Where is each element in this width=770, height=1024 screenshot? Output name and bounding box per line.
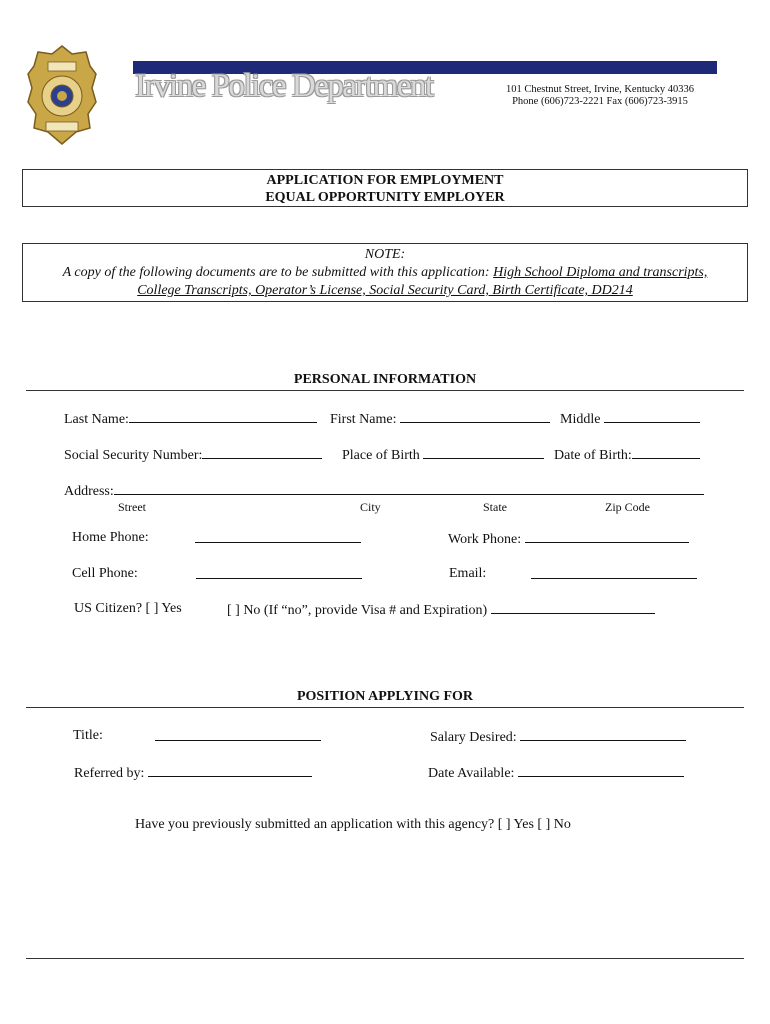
last-name-input[interactable] (129, 410, 317, 423)
referred-by-field[interactable] (74, 764, 312, 782)
home-phone-label: Home Phone: (72, 530, 149, 545)
visa-expiration-input[interactable] (491, 601, 655, 614)
work-phone-field[interactable] (448, 530, 689, 548)
job-title-field[interactable] (155, 728, 321, 746)
place-of-birth-input[interactable] (423, 446, 544, 459)
date-available-input[interactable] (518, 764, 684, 777)
referred-by-input[interactable] (148, 764, 312, 777)
place-of-birth-label: Place of Birth (342, 448, 420, 463)
department-address (470, 84, 730, 108)
note-heading: NOTE: (364, 247, 406, 262)
equal-opportunity-subtitle: EQUAL OPPORTUNITY EMPLOYER (265, 190, 505, 205)
place-of-birth-field[interactable] (342, 446, 544, 464)
email-field[interactable] (531, 566, 697, 584)
address-line: 101 Chestnut Street, Irvine, Kentucky 40336 (505, 84, 695, 95)
date-of-birth-input[interactable] (632, 446, 700, 459)
street-caption: Street (118, 500, 146, 514)
address-field[interactable] (64, 482, 704, 500)
email-label: Email: (449, 566, 487, 581)
salary-desired-input[interactable] (520, 728, 686, 741)
first-name-field[interactable] (330, 410, 550, 428)
work-phone-label: Work Phone: (448, 532, 522, 547)
department-name: Irvine Police Department (135, 68, 433, 104)
middle-name-input[interactable] (604, 410, 700, 423)
work-phone-input[interactable] (525, 530, 689, 543)
job-title-input[interactable] (155, 728, 321, 741)
phone-fax-line: Phone (606)723-2221 Fax (606)723-3915 (512, 96, 688, 107)
note-documents-1: High School Diploma and transcripts, (493, 265, 708, 280)
city-caption: City (360, 500, 381, 514)
date-of-birth-label: Date of Birth: (554, 448, 632, 463)
ssn-field[interactable] (64, 446, 322, 464)
cell-phone-label: Cell Phone: (72, 566, 138, 581)
section-divider (26, 707, 744, 708)
ssn-input[interactable] (202, 446, 322, 459)
application-title-box (22, 169, 748, 207)
bottom-divider (26, 958, 744, 959)
note-intro: A copy of the following documents are to be submitted with this application: (62, 265, 494, 280)
first-name-input[interactable] (400, 410, 550, 423)
last-name-label: Last Name: (64, 412, 129, 427)
referred-by-label: Referred by: (74, 766, 145, 781)
last-name-field[interactable] (64, 410, 317, 428)
job-title-label: Title: (73, 728, 103, 743)
document-note-box (22, 243, 748, 302)
ssn-label: Social Security Number: (64, 448, 203, 463)
us-citizen-no-option[interactable]: [ ] No (If “no”, provide Visa # and Expiration) (227, 603, 488, 618)
zip-code-caption: Zip Code (605, 500, 650, 514)
section-divider (26, 390, 744, 391)
police-badge-logo (26, 44, 98, 148)
position-applying-heading: POSITION APPLYING FOR (296, 689, 474, 704)
previous-application-question[interactable]: Have you previously submitted an application with this agency? [ ] Yes [ ] No (135, 817, 571, 832)
state-caption: State (483, 500, 507, 514)
salary-desired-field[interactable] (430, 728, 686, 746)
address-label: Address: (64, 484, 114, 499)
cell-phone-field[interactable] (196, 566, 362, 584)
salary-desired-label: Salary Desired: (430, 730, 517, 745)
note-line-1 (23, 264, 747, 282)
note-documents-2: College Transcripts, Operator’s License, Social Security Card, Birth Certificate, DD214 (137, 283, 633, 298)
application-title: APPLICATION FOR EMPLOYMENT (266, 173, 504, 188)
date-of-birth-field[interactable] (554, 446, 700, 464)
address-input[interactable] (114, 482, 704, 495)
us-citizen-yes-option[interactable]: US Citizen? [ ] Yes (74, 601, 182, 616)
email-input[interactable] (531, 566, 697, 579)
middle-name-field[interactable] (560, 410, 700, 428)
first-name-label: First Name: (330, 412, 397, 427)
home-phone-field[interactable] (195, 530, 361, 548)
cell-phone-input[interactable] (196, 566, 362, 579)
date-available-label: Date Available: (428, 766, 515, 781)
middle-label: Middle (560, 412, 601, 427)
home-phone-input[interactable] (195, 530, 361, 543)
date-available-field[interactable] (428, 764, 684, 782)
personal-information-heading: PERSONAL INFORMATION (293, 372, 477, 387)
us-citizen-no-field[interactable] (227, 601, 655, 619)
